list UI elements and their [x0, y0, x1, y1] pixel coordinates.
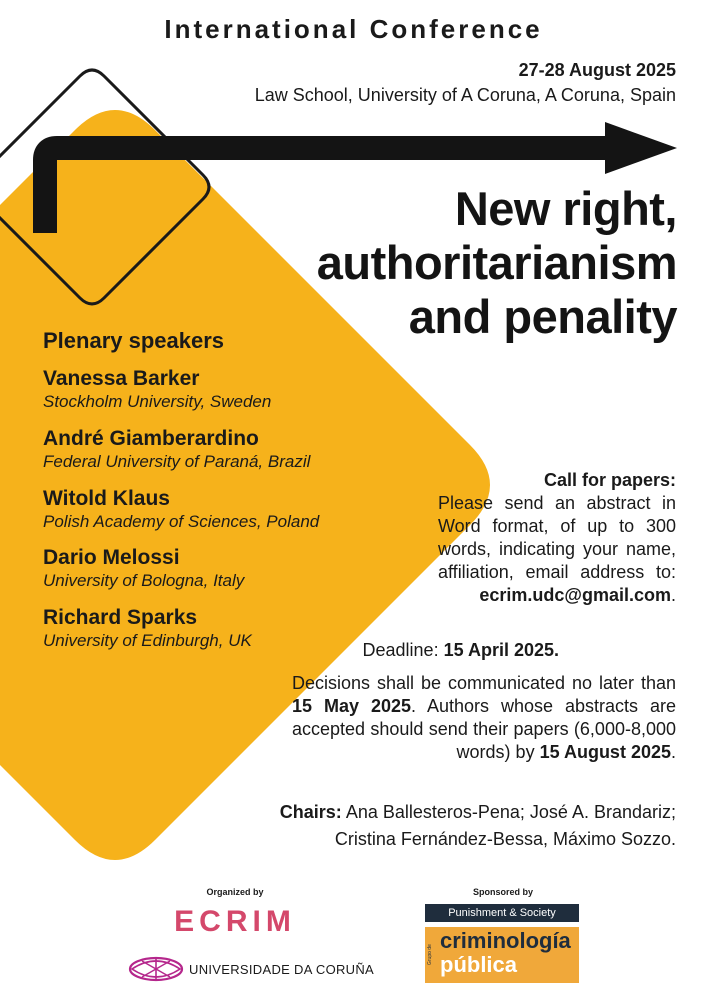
speaker-item: [43, 366, 271, 412]
chairs-line-2: Cristina Fernández-Bessa, Máximo Sozzo.: [334, 829, 676, 849]
speaker-name: Witold Klaus: [43, 487, 170, 510]
cfp-body: [438, 492, 676, 607]
papers-suffix: .: [670, 742, 676, 762]
punishment-society-logo: Punishment & Society: [425, 904, 579, 922]
decisions-part-2: . Authors whose abstracts are accepted should send their papers (6,000-8,000 words) by: [292, 696, 676, 762]
speaker-name: André Giamberardino: [43, 427, 259, 450]
papers-date: 15 August 2025: [539, 742, 671, 762]
arrow-head-icon: [605, 122, 677, 174]
chairs-label: Chairs:: [279, 802, 342, 822]
conference-label: International Conference: [164, 14, 543, 44]
speaker-name: Richard Sparks: [43, 606, 198, 629]
deadline-label: Deadline:: [362, 640, 439, 660]
deadline: [363, 640, 559, 661]
criminologia-side-label: Grupo de: [427, 944, 433, 966]
organized-by-label: Organized by: [206, 887, 264, 897]
title-line-1: New right,: [454, 182, 677, 235]
speaker-affiliation: University of Bologna, Italy: [43, 571, 245, 590]
cfp-email[interactable]: ecrim.udc@gmail.com: [479, 585, 671, 605]
publica-word: pública: [440, 952, 518, 977]
decisions-part-1: Decisions shall be communicated no later than: [292, 673, 676, 693]
speaker-name: Vanessa Barker: [43, 367, 200, 390]
speaker-item: [43, 486, 319, 532]
speaker-item: [43, 426, 310, 472]
cfp-email-suffix: .: [670, 585, 676, 605]
speaker-affiliation: Stockholm University, Sweden: [43, 392, 272, 411]
ecrim-logo: ECRIM: [174, 905, 296, 938]
cfp-body-text: Please send an abstract in Word format, of up to 300 words, indicating your name, affiliation, email address to:: [438, 493, 676, 582]
conference-venue: Law School, University of A Coruna, A Coruna, Spain: [254, 85, 676, 105]
sponsored-by-label: Sponsored by: [472, 887, 533, 897]
title-line-3: and penality: [408, 290, 677, 343]
speakers-heading: Plenary speakers: [43, 328, 225, 353]
udc-emblem-icon: [128, 955, 184, 983]
cfp-heading: Call for papers:: [543, 470, 676, 490]
title-line-2: authoritarianism: [316, 236, 677, 289]
conference-dates: 27-28 August 2025: [518, 60, 676, 80]
main-title: [217, 182, 677, 344]
udc-logo-text: UNIVERSIDADE DA CORUÑA: [189, 962, 375, 977]
speaker-item: [43, 605, 252, 651]
speaker-affiliation: University of Edinburgh, UK: [43, 631, 252, 650]
deadline-date: 15 April 2025.: [443, 640, 559, 660]
speaker-affiliation: Polish Academy of Sciences, Poland: [43, 512, 320, 531]
criminologia-word: criminología: [440, 928, 571, 953]
decisions-date: 15 May 2025: [292, 696, 412, 716]
chairs-line-1: Ana Ballesteros-Pena; José A. Brandariz;: [345, 802, 676, 822]
speaker-name: Dario Melossi: [43, 546, 180, 569]
decisions-text: [292, 672, 676, 764]
chairs: [216, 799, 676, 853]
speaker-item: [43, 545, 244, 591]
speaker-affiliation: Federal University of Paraná, Brazil: [43, 452, 311, 471]
